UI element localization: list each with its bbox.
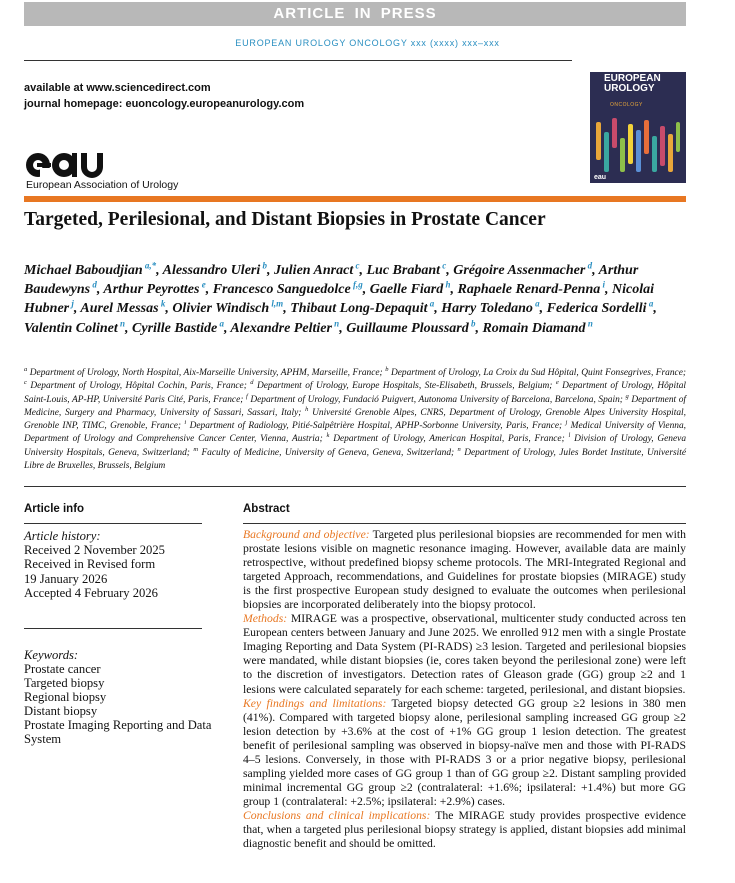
affiliation-text: Department of Urology, North Hospital, Aix-Marseille University, APHM, Marseille, France; — [27, 368, 386, 378]
abstract-section — [243, 697, 686, 809]
author-name[interactable]: Gaelle Fiard — [369, 282, 444, 298]
abstract-section-text: Targeted biopsy detected GG group ≥2 lesions in 380 men (41%). Compared with targeted biopsy alone, perilesional sampling increased GG group ≥2 lesion detection by +3.6% at the cost of +1% GG group 1 lesion detection. The greatest benefit of perilesional sampling was observed in biopsy-naïve men and those with PI-RADS 4–5 lesions. Conversely, in those with PI-RADS 3 or a prior negative biopsy, perilesional sampling yielded more cases of GG group 1 than of GG group ≥2. Distant sampling provided minimal incremental GG group ≥2 (contralateral: +1.6%; ipsilateral: +1.4%) but more GG group 1 (contralateral: +2.5%; ipsilateral: +2.9%) cases. — [243, 696, 687, 808]
affiliation-text: Department of Urology, La Croix du Sud Hôpital, Quint Fonsegrives, France; — [388, 368, 686, 378]
affiliation-label: n — [457, 445, 461, 453]
eau-logo-mark — [24, 145, 104, 181]
keyword-item: Targeted biopsy — [24, 676, 105, 690]
author-affiliation-marker[interactable]: a — [217, 317, 224, 328]
abstract-section-text: The MIRAGE study provides prospective evidence that, when a targeted plus perilesional biopsy strategy is applied, distant biopsies add minimal diagnostic benefit and should be omitted. — [243, 808, 686, 851]
abstract-section-label: Key findings and limitations: — [243, 696, 387, 710]
author-name[interactable]: Nicolai Hubner — [24, 282, 655, 317]
author-name[interactable]: Valentin Colinet — [24, 320, 118, 336]
author-affiliation-marker[interactable]: i — [600, 279, 606, 290]
header-divider — [24, 60, 572, 61]
history-item: Received in Revised form — [24, 557, 156, 572]
journal-homepage-link[interactable]: journal homepage: euoncology.europeanurology.com — [24, 98, 305, 110]
affiliation-text: Department of Radiology, Pitié-Salpêtrière Hospital, APHP-Sorbonne University, Paris, France; — [186, 421, 566, 432]
affiliation-text: Faculty of Medicine, University of Geneva, Geneva, Switzerland; — [198, 447, 458, 458]
cover-title: EUROPEAN UROLOGY — [604, 73, 661, 94]
affiliation-label: f — [245, 392, 248, 400]
affiliation-label: g — [625, 392, 629, 400]
availability-block — [24, 80, 304, 112]
affiliation-text: Department of Urology, Europe Hospitals, Ste-Elisabeth, Brussels, Belgium; — [253, 381, 556, 392]
author-name[interactable]: Arthur Peyrottes — [103, 282, 200, 298]
affiliation-text: Department of Medicine, Surgery and Pharmacy, University of Sassari, Sassari, Italy; — [24, 394, 687, 418]
abstract-section-label: Background and objective: — [243, 528, 370, 541]
author-name[interactable]: Grégoire Assenmacher — [453, 263, 586, 278]
cover-subtitle: ONCOLOGY — [610, 102, 643, 108]
affiliation-label: h — [305, 405, 309, 413]
affiliation-label: j — [565, 419, 568, 427]
abstract-section — [243, 528, 686, 612]
keywords-rule — [24, 628, 202, 629]
keywords-heading: Keywords: — [24, 648, 79, 662]
affiliation-text: Division of Urology, Geneva University Hospitals, Geneva, Switzerland; — [24, 434, 687, 458]
section-divider — [24, 486, 686, 487]
author-name[interactable]: Michael Baboudjian — [24, 263, 143, 278]
abstract-section-label: Conclusions and clinical implications: — [243, 808, 431, 822]
keyword-item: Distant biopsy — [24, 704, 98, 718]
article-history — [24, 529, 224, 600]
abstract-section — [243, 809, 686, 851]
affiliation-text: Department of Urology, Hôpital Saint-Louis, AP-HP, Université Paris Cité, Paris, France; — [24, 381, 686, 405]
keyword-item: Prostate cancer — [24, 662, 101, 676]
orange-divider — [24, 196, 686, 202]
article-info-rule — [24, 523, 202, 524]
author-affiliation-marker[interactable]: n — [585, 317, 593, 328]
article-history-heading: Article history: — [24, 529, 101, 543]
publisher-name: European Association of Urology — [26, 179, 179, 191]
affiliation-label: d — [250, 379, 254, 387]
abstract-section-text: Targeted plus perilesional biopsies are recommended for men with prostate lesions visible on magnetic resonance imaging. However, available data are mainly retrospective, without predefined biopsy scheme protocols. The MRI-Integrated Regional and targeted Approach, recommendations, and Guidelines for prostate biopsies (MIRAGE) study is the first prospective European study designed to evaluate the outcomes when perilesional biopsies are incorporated deliberately into the biopsy protocol. — [243, 528, 687, 612]
affiliation-text: Department of Urology, Fundació Puigvert, Autonoma University of Barcelona, Barcelona, Spain; — [247, 394, 626, 405]
affiliation-label: k — [326, 432, 330, 440]
affiliation-text: Department of Urology, American Hospital, Paris, France; — [329, 434, 569, 445]
author-name[interactable]: Arthur Baudewyns — [24, 263, 639, 298]
article-in-press-banner: ARTICLE IN PRESS — [24, 2, 686, 26]
author-affiliation-marker[interactable]: a — [427, 298, 435, 309]
author-affiliation-marker[interactable]: b — [468, 317, 476, 328]
author-affiliation-marker[interactable]: c — [353, 260, 360, 271]
affiliation-text: Department of Urology, Hôpital Cochin, Paris, France; — [26, 381, 251, 392]
author-affiliation-marker[interactable]: d — [585, 260, 593, 271]
keyword-item: Prostate Imaging Reporting and Data System — [24, 718, 212, 746]
author-name[interactable]: Francesco Sanguedolce — [212, 282, 351, 298]
author-name[interactable]: Federica Sordelli — [546, 301, 647, 317]
cover-logo: eau — [594, 174, 607, 181]
history-item: Received 2 November 2025 — [24, 543, 165, 558]
affiliation-label: m — [193, 445, 199, 453]
author-affiliation-marker[interactable]: l,m — [269, 298, 284, 309]
author-affiliation-marker[interactable]: a — [532, 298, 540, 309]
abstract-heading: Abstract — [243, 503, 290, 515]
abstract-rule — [243, 523, 686, 524]
author-name[interactable]: Thibaut Long-Depaquit — [290, 301, 428, 317]
sciencedirect-link[interactable]: available at www.sciencedirect.com — [24, 82, 211, 94]
journal-citation-line: EUROPEAN UROLOGY ONCOLOGY xxx (xxxx) xxx–xxx — [235, 38, 500, 48]
cover-graphic — [594, 116, 682, 176]
abstract-body — [243, 528, 686, 851]
author-name[interactable]: Raphaele Renard-Penna — [457, 282, 601, 298]
author-affiliation-marker[interactable]: b — [260, 260, 267, 271]
affiliations — [24, 367, 686, 473]
author-name[interactable]: Luc Brabant — [366, 263, 440, 278]
article-title: Targeted, Perilesional, and Distant Biopsies in Prostate Cancer — [24, 209, 546, 230]
affiliation-label: c — [24, 379, 27, 387]
author-affiliation-marker[interactable]: d — [90, 279, 97, 290]
author-name[interactable]: Guillaume Ploussard — [346, 320, 469, 336]
affiliation-label: a — [24, 365, 28, 373]
author-name[interactable]: Julien Anract — [274, 263, 354, 278]
author-affiliation-marker[interactable]: n — [117, 317, 126, 328]
author-name[interactable]: Alessandro Uleri — [162, 263, 261, 278]
journal-cover-image[interactable] — [590, 72, 686, 183]
author-name[interactable]: Romain Diamand — [482, 320, 586, 336]
author-affiliation-marker[interactable]: c — [440, 260, 447, 271]
author-affiliation-marker[interactable]: h — [443, 279, 451, 290]
author-affiliation-marker[interactable]: e — [199, 279, 206, 290]
abstract-section-text: MIRAGE was a prospective, observational, multicenter study conducted across ten European centers between January and June 2025. We enrolled 912 men with a single Prostate Imaging Reporting and Data System (PI-RADS) ≥3 lesion. Targeted and perilesional biopsies were mandated, while distant biopsies (ie, cores taken beyond the perilesional zone) were left to the discretion of investigators. Detection rates of Gleason grade (GG) group ≥2 and 1 lesions were calculated separately for each scheme: targeted, perilesional, and distant biopsies. — [243, 612, 686, 696]
author-affiliation-marker[interactable]: j — [69, 298, 74, 309]
author-name[interactable]: Aurel Messas — [80, 301, 159, 317]
author-affiliation-marker[interactable]: a,* — [142, 260, 157, 271]
author-name[interactable]: Olivier Windisch — [172, 301, 270, 317]
article-info-heading: Article info — [24, 503, 85, 515]
author-list: Michael Baboudjian $^{a,*}$, Alessandro Uleri $^b$, Julien Anract $^c$, Luc Brabant $^c$, Grégoire Assenmacher $^d$, Arthur Baudewyns $^d$, Arthur Peyrottes $^e$, Francesco Sanguedolce $^{f,g}$, Gaelle Fiard $^h$, Raphaele Renard-Penna $^i$, Nicolai Hubner $^j$, Aurel Messas $^k$, Olivier Windisch $^{l,m}$, Thibaut Long-Depaquit $^a$, Harry Toledano $^a$, Federica Sordelli $^a$, Valentin Colinet $^n$, Cyrille Bastide $^a$, Alexandre Peltier $^n$, Guillaume Ploussard $^b$, Romain Diamand $^n$ — [24, 260, 657, 336]
affiliation-text: Department of Urology, Jules Bordet Institute, Université Libre de Bruxelles, Brussels, Belgium — [24, 447, 686, 472]
author-affiliation-marker[interactable]: k — [158, 298, 166, 309]
abstract-section-label: Methods: — [243, 612, 288, 626]
history-item: 19 January 2026 — [24, 571, 108, 586]
affiliation-text: Université Grenoble Alpes, CNRS, Department of Urology, Grenoble Alpes University Hospital, Grenoble INP, TIMC, Grenoble, France; — [24, 407, 687, 432]
abstract-section — [243, 612, 686, 696]
author-name[interactable]: Harry Toledano — [441, 301, 533, 317]
author-affiliation-marker[interactable]: a — [646, 298, 654, 309]
author-name[interactable]: Alexandre Peltier — [230, 320, 332, 336]
affiliation-label: b — [385, 365, 389, 373]
keyword-item: Regional biopsy — [24, 690, 107, 704]
history-item: Accepted 4 February 2026 — [24, 585, 158, 600]
author-name[interactable]: Cyrille Bastide — [132, 320, 218, 336]
affiliation-label: l — [568, 432, 571, 440]
author-affiliation-marker[interactable]: n — [331, 317, 340, 328]
affiliation-text: Medical University of Vienna, Department of Urology and Comprehensive Cancer Center, Vienna, Austria; — [24, 421, 686, 445]
keywords — [24, 648, 224, 746]
affiliation-label: e — [555, 379, 559, 387]
affiliation-label: i — [184, 419, 187, 427]
author-affiliation-marker[interactable]: f,g — [350, 279, 363, 290]
